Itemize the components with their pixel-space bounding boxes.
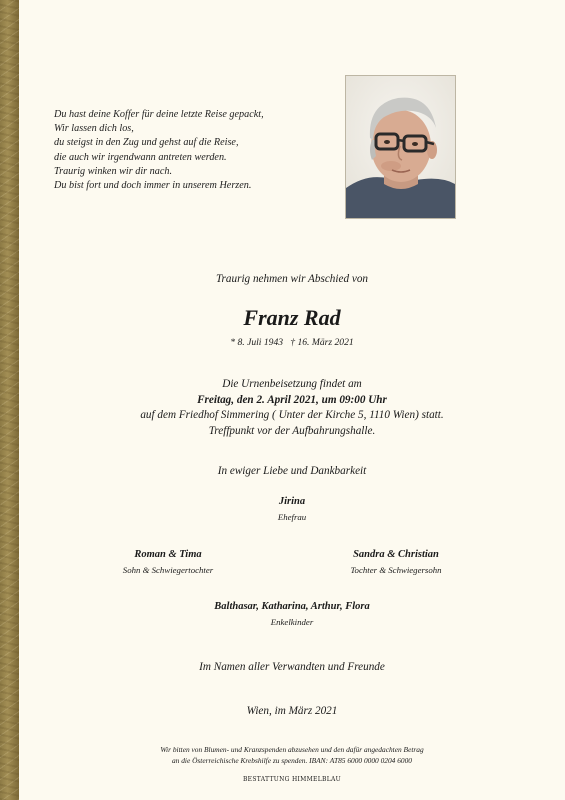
spouse-name: Jirina <box>278 496 306 507</box>
spouse-role: Ehefrau <box>277 512 307 522</box>
ceremony-location: auf dem Friedhof Simmering ( Unter der Kirche 5, 1110 Wien) statt. <box>140 409 444 421</box>
life-dates: * 8. Juli 1943 † 16. März 2021 <box>230 337 354 348</box>
ceremony-meeting-point: Treffpunkt vor der Aufbahrungshalle. <box>208 424 376 437</box>
funeral-home-footer: BESTATTUNG HIMMELBLAU <box>242 776 342 783</box>
portrait-photo <box>345 75 456 219</box>
donation-line: Wir bitten von Blumen- und Kranzspenden abzusehen und den dafür angedachten Betrag <box>160 745 424 754</box>
poem-line: Traurig winken wir dir nach. <box>54 165 173 177</box>
donation-request <box>19 745 565 766</box>
grandchildren-names: Balthasar, Katharina, Arthur, Flora <box>214 601 370 612</box>
mourner-right-name: Sandra & Christian <box>353 549 439 560</box>
mourner-right-role: Tochter & Schwiegersohn <box>350 565 442 575</box>
poem-line: Wir lassen dich los, <box>54 123 134 135</box>
poem-line: Du hast deine Koffer für deine letzte Reise gepackt, <box>54 109 264 120</box>
ceremony-line: Die Urnenbeisetzung findet am <box>222 378 362 390</box>
ceremony-datetime: Freitag, den 2. April 2021, um 09:00 Uhr <box>197 393 387 406</box>
mourner-left-name: Roman & Tima <box>134 549 202 560</box>
love-dedication: In ewiger Liebe und Dankbarkeit <box>217 465 367 477</box>
poem <box>54 108 324 193</box>
poem-line: Du bist fort und doch immer in unserem Herzen. <box>54 180 252 192</box>
decorative-border-strip <box>0 0 19 800</box>
relatives-line: Im Namen aller Verwandten und Freunde <box>199 661 385 673</box>
place-date: Wien, im März 2021 <box>246 705 338 717</box>
mourner-left-role: Sohn & Schwiegertochter <box>122 565 214 575</box>
poem-line: die auch wir irgendwann antreten werden. <box>54 151 227 163</box>
deceased-name: Franz Rad <box>243 305 341 330</box>
poem-line: du steigst in den Zug und gehst auf die Reise, <box>54 137 239 149</box>
ceremony-details <box>19 377 565 439</box>
farewell-intro: Traurig nehmen wir Abschied von <box>215 273 369 285</box>
portrait-illustration <box>346 76 455 218</box>
grandchildren-role: Enkelkinder <box>270 617 314 627</box>
donation-iban-line: an die Österreichische Krebshilfe zu spenden. IBAN: AT85 6000 0000 0204 6000 <box>171 755 413 765</box>
